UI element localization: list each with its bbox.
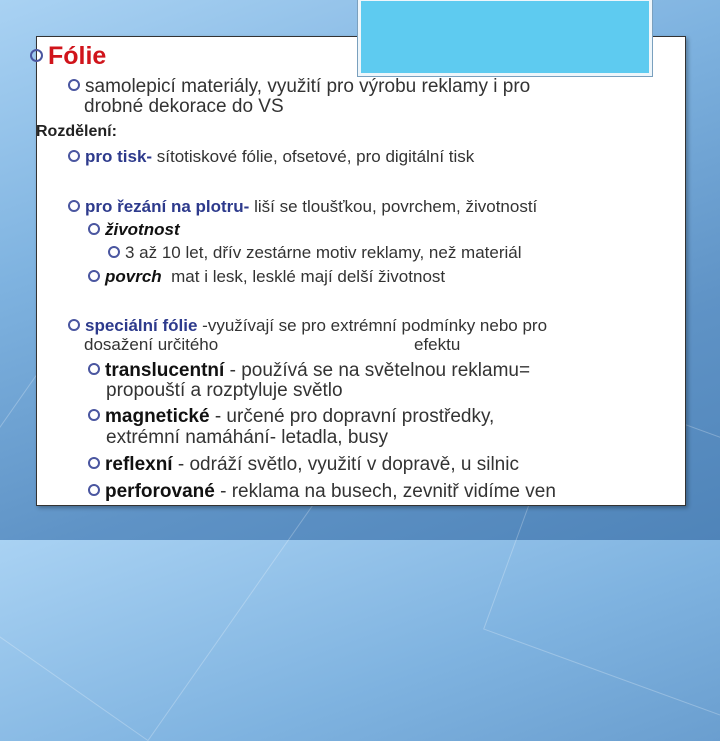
special-subitem: [88, 361, 530, 380]
bullet-icon: [88, 484, 100, 496]
subitem-term: perforované: [105, 481, 215, 502]
subitem-term: reflexní: [105, 454, 173, 475]
bullet-icon: [68, 200, 80, 212]
print-item: [68, 148, 474, 165]
cutting-text: liší se tloušťkou, povrchem, životností: [249, 197, 538, 216]
cutting-item: [68, 198, 537, 215]
division-label: Rozdělení:: [36, 123, 117, 140]
lifetime-detail: [108, 244, 522, 261]
bullet-icon: [88, 457, 100, 469]
special-subitem: [88, 455, 519, 474]
title-placeholder-box: [358, 0, 652, 76]
print-term: pro tisk-: [85, 147, 153, 166]
cutting-term: pro řezání na plotru-: [85, 197, 250, 216]
bullet-icon: [68, 319, 80, 331]
special-subitem: [88, 407, 494, 426]
subitem-text: - používá se na světelnou reklamu=: [224, 360, 531, 381]
intro-line-2: drobné dekorace do VS: [84, 96, 284, 117]
surface-item: [88, 268, 445, 285]
special-text: -využívají se pro extrémní podmínky nebo pro: [197, 316, 548, 335]
subitem-text: - určené pro dopravní prostředky,: [209, 406, 495, 427]
print-text: sítotiskové fólie, ofsetové, pro digitální tisk: [152, 147, 475, 166]
special-subitem: [88, 482, 556, 501]
special-line-2b: efektu: [414, 335, 461, 354]
lifetime-term: životnost: [105, 220, 180, 239]
bullet-icon: [88, 409, 100, 421]
subitem-term: magnetické: [105, 406, 210, 427]
subitem-term: translucentní: [105, 360, 225, 381]
bullet-icon: [88, 270, 100, 282]
bullet-icon: [68, 150, 80, 162]
bullet-icon: [30, 49, 43, 62]
slide-title: [30, 44, 106, 69]
bullet-icon: [68, 79, 80, 91]
surface-text: mat i lesk, lesklé mají delší životnost: [161, 267, 446, 286]
subitem-text: - odráží světlo, využití v dopravě, u silnic: [172, 454, 519, 475]
bullet-icon: [88, 223, 100, 235]
bullet-icon: [88, 363, 100, 375]
intro-text: samolepicí materiály, využití pro výrobu reklamy i pro: [85, 76, 531, 97]
special-line-2a: dosažení určitého: [84, 335, 219, 354]
bullet-icon: [108, 246, 120, 258]
special-item: [68, 317, 547, 334]
special-term: speciální fólie: [85, 316, 198, 335]
intro-line: [68, 77, 530, 96]
title-text: Fólie: [48, 42, 107, 70]
subitem-text-2: propouští a rozptyluje světlo: [106, 380, 343, 401]
subitem-text-2: extrémní namáhání- letadla, busy: [106, 427, 388, 448]
surface-term: povrch: [105, 267, 162, 286]
lifetime-item: [88, 221, 180, 238]
lifetime-detail-text: 3 až 10 let, dřív zestárne motiv reklamy, než materiál: [125, 243, 522, 262]
subitem-text: - reklama na busech, zevnitř vidíme ven: [214, 481, 556, 502]
